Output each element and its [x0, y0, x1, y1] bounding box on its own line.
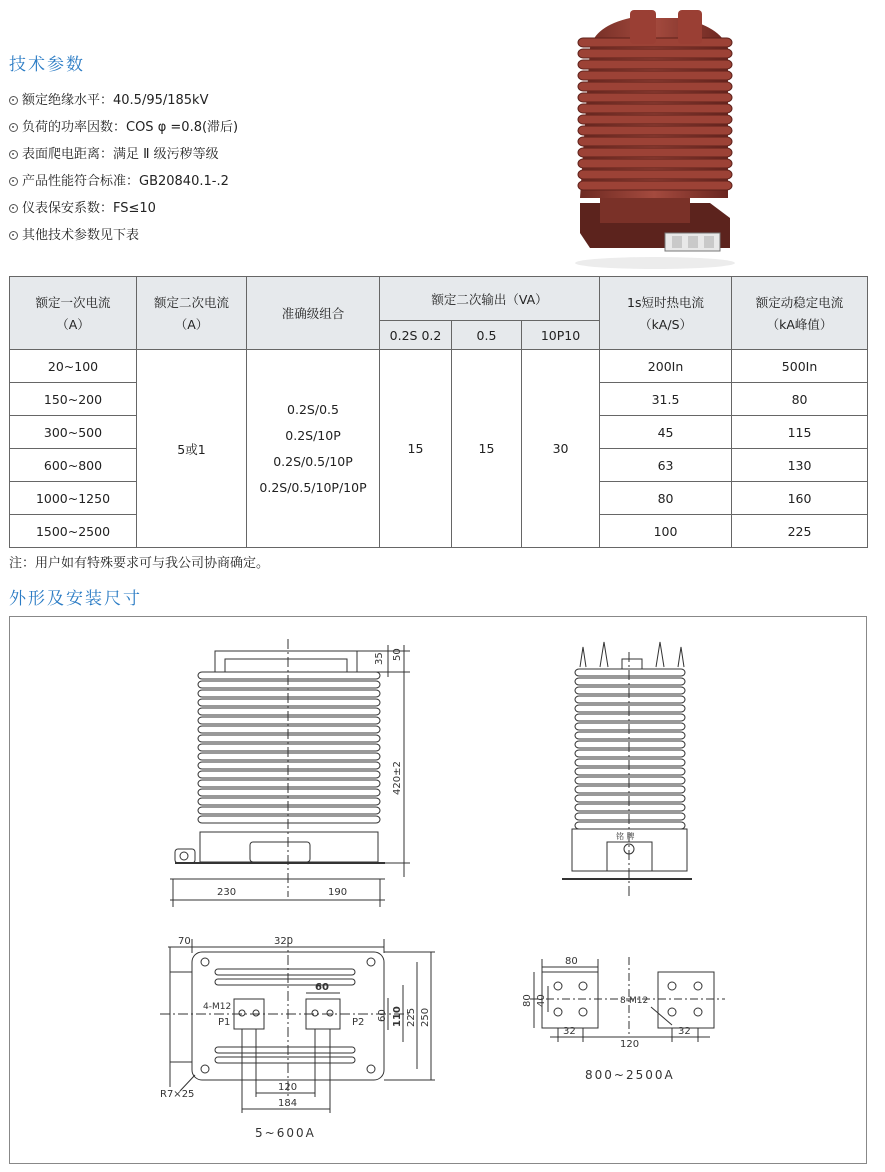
- header-output-b: 0.5: [452, 321, 522, 350]
- dim-420: 420±2: [392, 761, 403, 795]
- product-photo: [560, 8, 750, 270]
- dims-heading: 外形及安装尺寸: [9, 589, 142, 609]
- output-b-cell: 15: [452, 350, 522, 548]
- header-output-a: 0.2S 0.2: [380, 321, 452, 350]
- dim-32-left: 32: [563, 1026, 576, 1037]
- header-primary: 额定一次电流 （A）: [10, 277, 137, 350]
- bullet-icon: [9, 150, 18, 159]
- dim-80-v: 80: [522, 994, 533, 1007]
- header-output: 额定二次输出（VA）: [380, 277, 600, 321]
- bullet-icon: [9, 204, 18, 213]
- spec-item: 表面爬电距离：满足 Ⅱ 级污秽等级: [9, 143, 219, 162]
- dim-50: 50: [392, 648, 403, 661]
- spec-item: 仪表保安系数：FS≤10: [9, 197, 156, 216]
- parameter-table: [9, 276, 868, 548]
- bullet-icon: [9, 96, 18, 105]
- label-8m12: 8-M12: [620, 996, 649, 1006]
- dim-184: 184: [278, 1098, 298, 1109]
- label-p1: P1: [218, 1017, 231, 1028]
- dim-120-large: 120: [620, 1039, 640, 1050]
- dim-r725: R7×25: [160, 1089, 195, 1100]
- accuracy-cell: 0.2S/0.5 0.2S/10P 0.2S/0.5/10P 0.2S/0.5/10P/10P: [247, 350, 380, 548]
- dim-70: 70: [178, 936, 191, 947]
- header-thermal: 1s短时热电流 （kA/S）: [600, 277, 732, 350]
- dim-120: 120: [278, 1082, 298, 1093]
- header-accuracy: 准确级组合: [247, 277, 380, 350]
- dim-60-v: 60: [377, 1009, 388, 1022]
- dim-80-top: 80: [565, 956, 578, 967]
- front-view-small: [170, 639, 410, 907]
- output-a-cell: 15: [380, 350, 452, 548]
- header-dynamic: 额定动稳定电流 （kA峰值）: [732, 277, 868, 350]
- table-row: 1000~1250 80 160: [10, 482, 868, 515]
- label-p2: P2: [352, 1017, 365, 1028]
- dim-190: 190: [328, 887, 348, 898]
- dim-60: 60: [315, 982, 329, 993]
- spec-item: 额定绝缘水平：40.5/95/185kV: [9, 89, 208, 108]
- dim-320: 320: [274, 936, 294, 947]
- caption-large: 800~2500A: [585, 1068, 675, 1082]
- header-output-c: 10P10: [522, 321, 600, 350]
- header-secondary: 额定二次电流 （A）: [137, 277, 247, 350]
- bullet-icon: [9, 177, 18, 186]
- front-view-large: [562, 642, 692, 897]
- dim-35: 35: [374, 652, 385, 665]
- dim-110: 110: [392, 1006, 403, 1027]
- spec-item: 其他技术参数见下表: [9, 224, 139, 243]
- table-row: 150~200 31.5 80: [10, 383, 868, 416]
- bullet-icon: [9, 123, 18, 132]
- spec-item: 负荷的功率因数：COS φ =0.8(滞后): [9, 116, 238, 135]
- output-c-cell: 30: [522, 350, 600, 548]
- dim-32-right: 32: [678, 1026, 691, 1037]
- dim-250: 250: [420, 1007, 431, 1027]
- dim-225: 225: [406, 1007, 417, 1027]
- dimension-drawing: [9, 616, 867, 1164]
- nameplate-label: 铭 牌: [616, 832, 635, 841]
- spec-item: 产品性能符合标准：GB20840.1-.2: [9, 170, 229, 189]
- table-row: 300~500 45 115: [10, 416, 868, 449]
- table-row: 20~100 5或1 0.2S/0.5 0.2S/10P 0.2S/0.5/10P 0.2S/0.5/10P/10P 15 15 30 200In 500In: [10, 350, 868, 383]
- table-row: 600~800 63 130: [10, 449, 868, 482]
- bottom-view-small: [160, 936, 435, 1140]
- caption-small: 5~600A: [255, 1126, 316, 1140]
- note-text: 注：用户如有特殊要求可与我公司协商确定。: [9, 556, 270, 571]
- terminal-layout-large: [522, 956, 725, 1082]
- table-row: 1500~2500 100 225: [10, 515, 868, 548]
- bullet-icon: [9, 231, 18, 240]
- secondary-cell: 5或1: [137, 350, 247, 548]
- specs-heading: 技术参数: [9, 55, 85, 75]
- label-4m12: 4-M12: [203, 1002, 232, 1012]
- dim-230: 230: [217, 887, 237, 898]
- dim-40: 40: [536, 994, 547, 1007]
